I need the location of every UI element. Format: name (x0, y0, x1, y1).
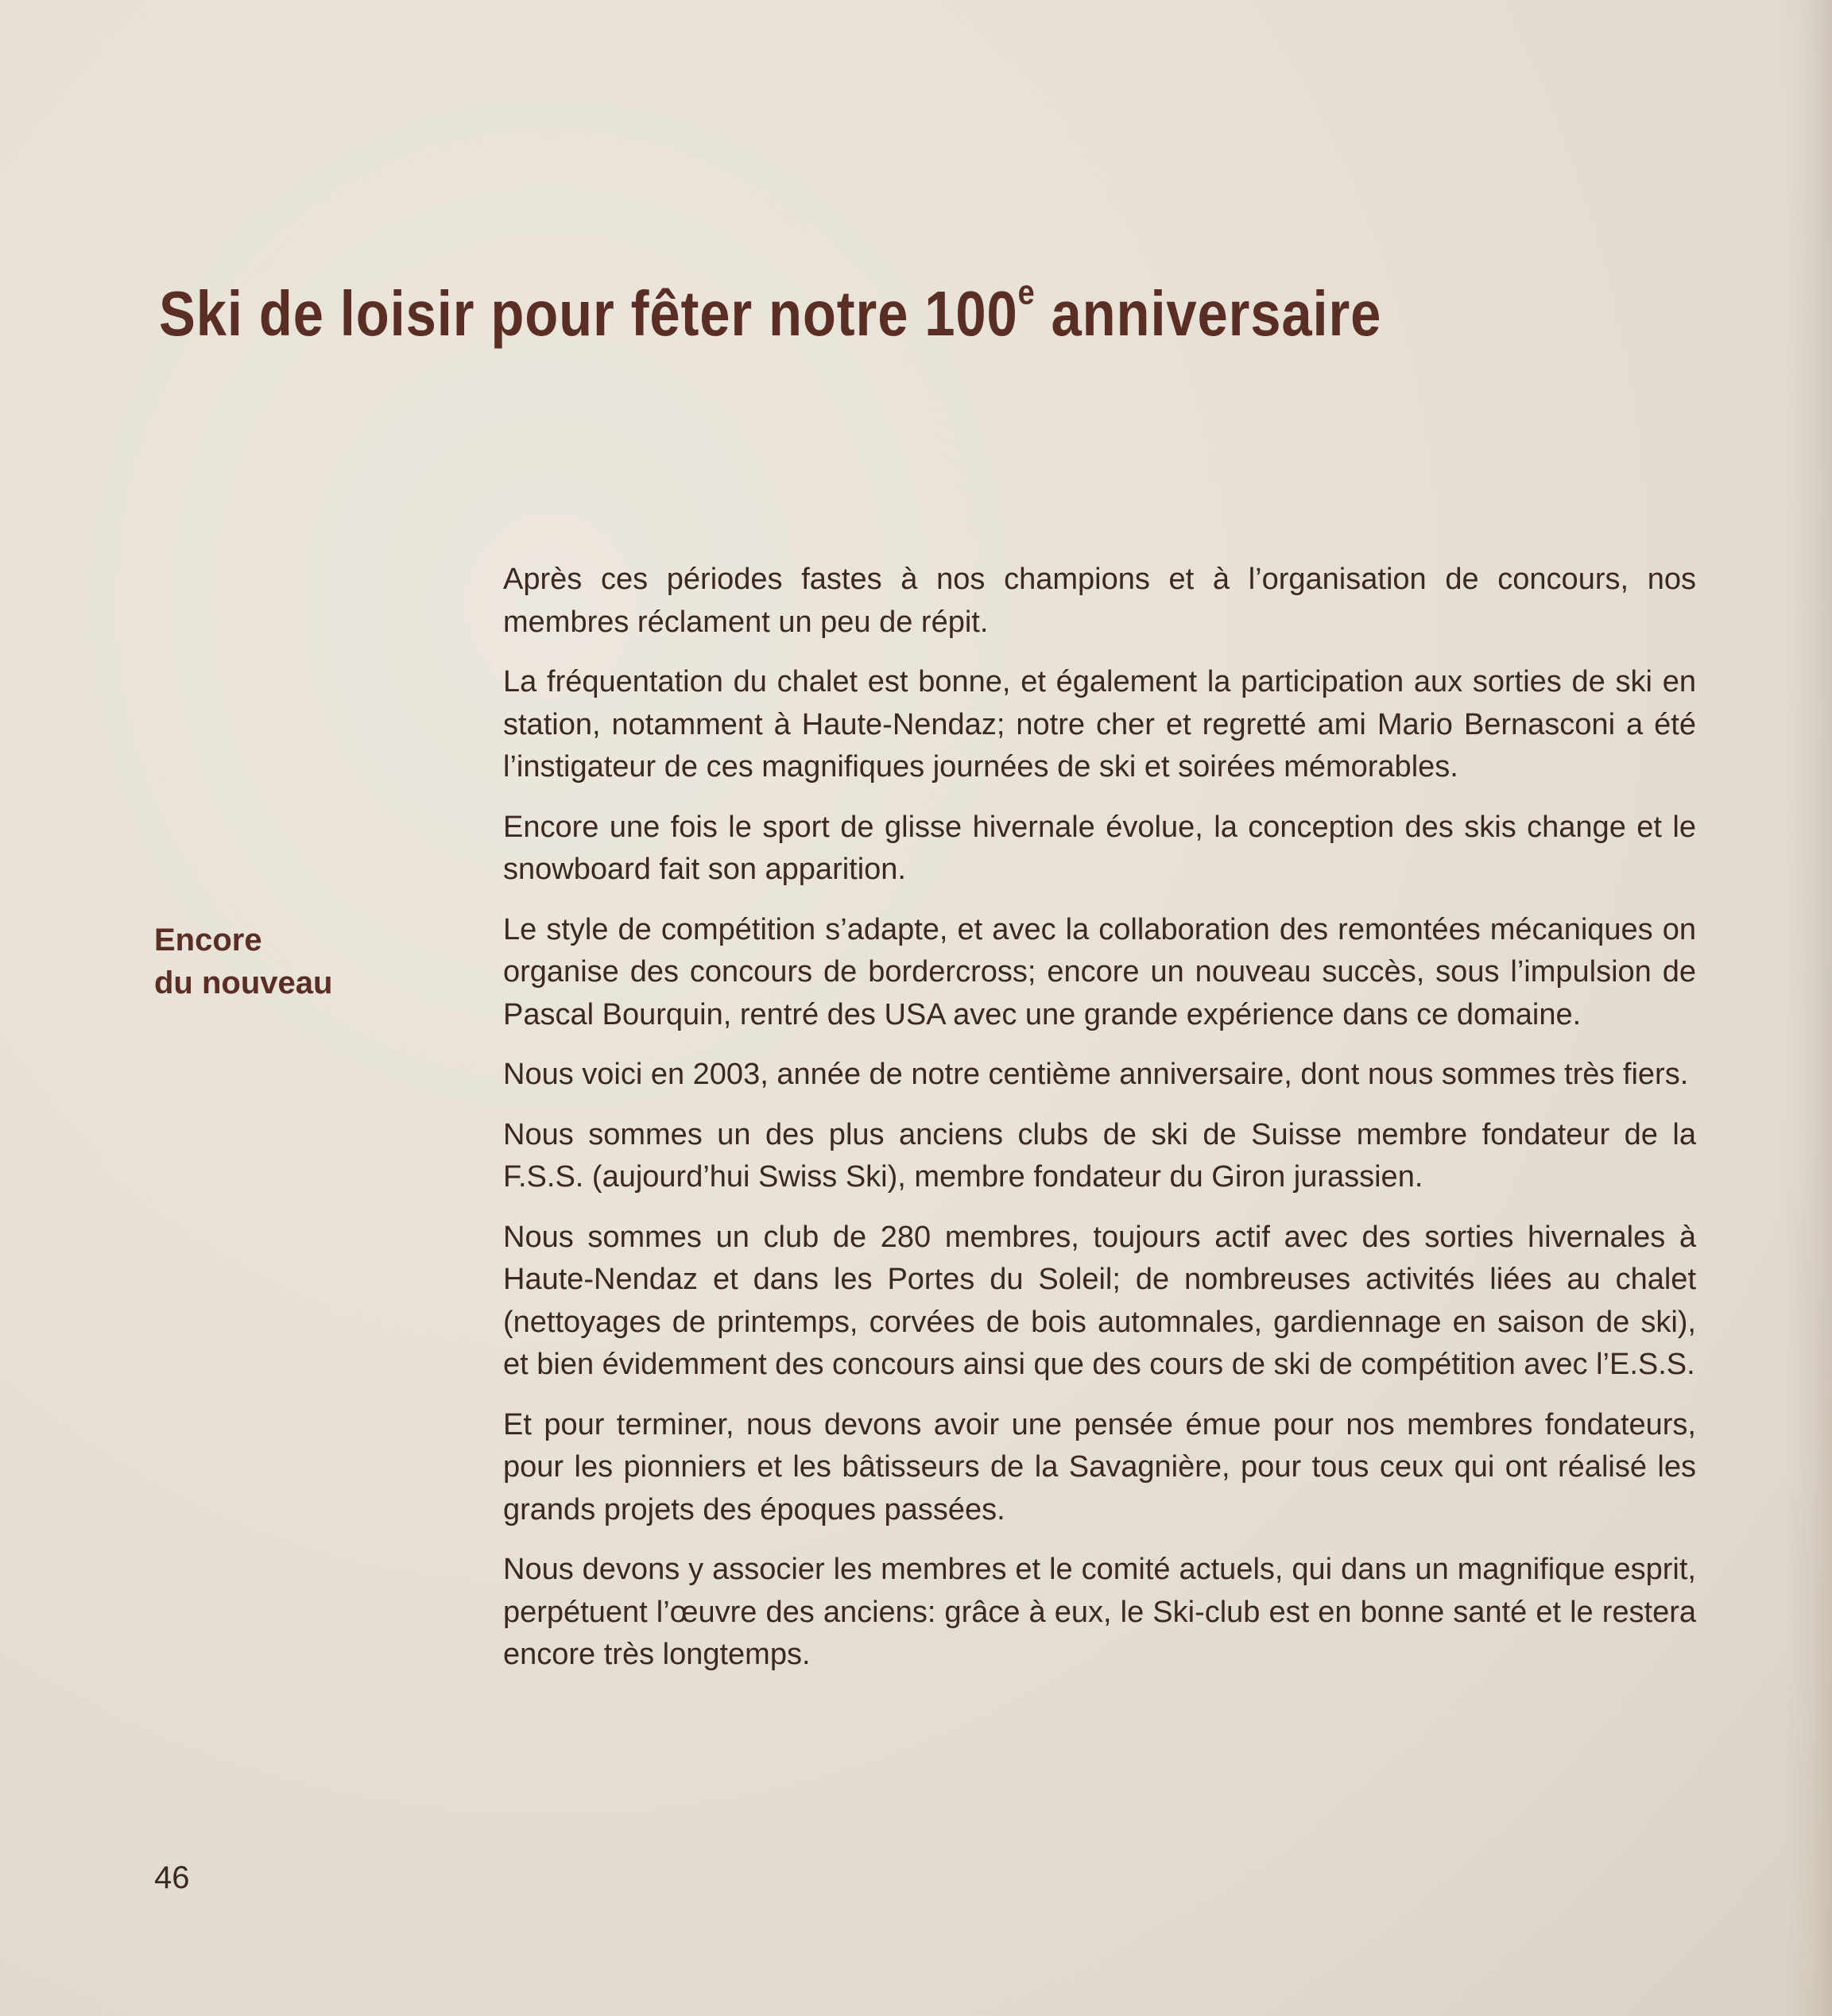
paragraph-1: Après ces périodes fastes à nos champions et à l’organisation de concours, nos membres réclament un peu de répit. (503, 563, 1696, 639)
body-text (503, 559, 1696, 1694)
page-number: 46 (154, 1860, 190, 1895)
margin-heading-line-2: du nouveau (154, 965, 333, 1000)
paragraph-4: Le style de compétition s’adapte, et avec la collaboration des remontées mécaniques on organise des concours de bordercross; encore un nouveau succès, sous l’impulsion de Pascal Bourquin, rentré des USA avec une grande expérience dans ce domaine. (503, 912, 1696, 1031)
page-title-superscript: e (1017, 273, 1036, 312)
paragraph-9: Nous devons y associer les membres et le comité actuels, qui dans un magnifique esprit, perpétuent l’œuvre des anciens: grâce à eux, le Ski-club est en bonne santé et le restera encore très longtemps. (503, 1553, 1696, 1671)
paragraph-8: Et pour terminer, nous devons avoir une pensée émue pour nos membres fondateurs, pour les pionniers et les bâtisseurs de la Savagnière, pour tous ceux qui ont réalisé les grands projets des époques passées. (503, 1407, 1696, 1527)
paragraph-7: Nous sommes un club de 280 membres, toujours actif avec des sorties hivernales à Haute-Nendaz et dans les Portes du Soleil; de nombreuses activités liées au chalet (nettoyages de printemps, corvées de bois automnales, gardiennage en saison de ski), et bien évidemment des concours ainsi que des cours de ski de compétition avec l’E.S.S. (503, 1220, 1696, 1381)
paragraph-3: Encore une fois le sport de glisse hivernale évolue, la conception des skis change et le snowboard fait son apparition. (503, 810, 1696, 886)
page-title (159, 274, 1381, 354)
page-title-main: Ski de loisir pour fêter notre 100 (159, 278, 1018, 349)
page-edge-shadow (1784, 0, 1832, 2016)
paragraph-5: Nous voici en 2003, année de notre centième anniversaire, dont nous sommes très fiers. (503, 1058, 1689, 1091)
margin-heading-line-1: Encore (154, 923, 262, 958)
page-title-tail: anniversaire (1035, 278, 1382, 349)
paragraph-6: Nous sommes un des plus anciens clubs de ski de Suisse membre fondateur de la F.S.S. (aujourd’hui Swiss Ski), membre fondateur du Giron jurassien. (503, 1117, 1696, 1194)
paragraph-2: La fréquentation du chalet est bonne, et également la participation aux sorties de ski en station, notamment à Haute-Nendaz; notre cher et regretté ami Mario Bernasconi a été l’instigateur de ces magnifiques journées de ski et soirées mémorables. (503, 665, 1696, 784)
margin-heading (154, 919, 332, 1004)
